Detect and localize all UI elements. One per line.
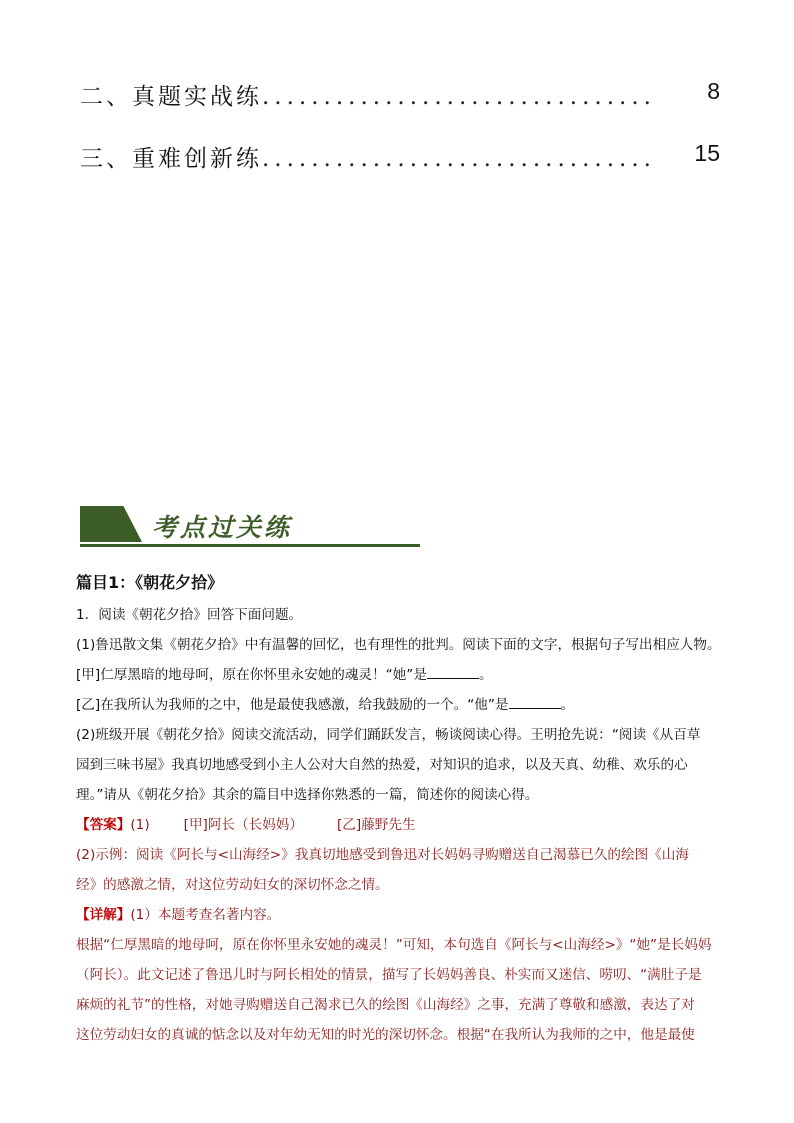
question-part2-line3: 理。”请从《朝花夕拾》其余的篇目中选择你熟悉的一篇，简述你的阅读心得。 (76, 787, 539, 803)
section-banner (80, 506, 420, 548)
explain-tag: 【详解】 (76, 907, 131, 923)
toc-page-number: 15 (694, 140, 720, 166)
question-yi (76, 690, 721, 720)
toc-leader-dots: ................................ (262, 146, 656, 172)
question-intro: 1．阅读《朝花夕拾》回答下面问题。 (76, 607, 303, 623)
explain-line4: 这位劳动妇女的真诚的惦念以及对年幼无知的时光的深切怀念。根据“在我所认为我师的之中，他是最使 (76, 1027, 695, 1043)
explain-line1: 根据“仁厚黑暗的地母呵，原在你怀里永安她的魂灵！”可知，本句选自《阿长与<山海经>》“她”是长妈妈 (76, 937, 712, 953)
question-yi-text: [乙]在我所认为我师的之中，他是最使我感激，给我鼓励的一个。“他”是 (76, 697, 509, 713)
question-part2-line1: (2)班级开展《朝花夕拾》阅读交流活动，同学们踊跃发言，畅谈阅读心得。王明抢先说：“阅读《从百草 (76, 727, 701, 743)
answer-p1-jia: [甲]阿长（长妈妈） (183, 817, 303, 833)
toc-entry-2[interactable] (80, 78, 720, 111)
answer-line1 (76, 810, 721, 840)
end-mark: 。 (478, 667, 493, 683)
question-part1: (1)鲁迅散文集《朝花夕拾》中有温馨的回忆，也有理性的批判。阅读下面的文字，根据句子写出相应人物。 (76, 637, 721, 653)
explain-line2: （阿长）。此文记述了鲁迅儿时与阿长相处的情景，描写了长妈妈善良、朴实而又迷信、唠叨、“满肚子是 (76, 967, 702, 983)
question-jia-text: [甲]仁厚黑暗的地母呵，原在你怀里永安她的魂灵！“她”是 (76, 667, 427, 683)
answer-p1-yi: [乙]藤野先生 (337, 817, 416, 833)
question-jia (76, 660, 721, 690)
banner-title: 考点过关练 (152, 513, 293, 542)
toc-entry-3[interactable] (80, 140, 720, 173)
answer-blank[interactable] (509, 694, 561, 709)
answer-p2-line1: (2)示例：阅读《阿长与<山海经>》我真切地感受到鲁迅对长妈妈寻购赠送自己渴慕已久的绘图《山海 (76, 847, 689, 863)
section-title: 篇目1：《朝花夕拾》 (76, 573, 224, 592)
document-body (76, 566, 721, 1050)
toc-entry-title: 二、真题实战练 (80, 84, 262, 110)
banner-underline (80, 544, 420, 547)
answer-tag: 【答案】 (76, 817, 131, 833)
answer-p1-num: (1) (130, 817, 150, 833)
end-mark: 。 (560, 697, 575, 713)
explain-intro: (1）本题考查名著内容。 (130, 907, 281, 923)
question-part2-line2: 园到三味书屋》我真切地感受到小主人公对大自然的热爱，对知识的追求，以及天真、幼稚、欢乐的心 (76, 757, 688, 773)
explain-line3: 麻烦的礼节”的性格，对她寻购赠送自己渴求已久的绘图《山海经》之事，充满了尊敬和感激，表达了对 (76, 997, 695, 1013)
answer-blank[interactable] (427, 664, 479, 679)
toc-entry-title: 三、重难创新练 (80, 146, 262, 172)
answer-p2-line2: 经》的感激之情，对这位劳动妇女的深切怀念之情。 (76, 877, 389, 893)
toc-leader-dots: ................................ (262, 84, 656, 110)
banner-block-icon (80, 506, 142, 542)
explain-line0 (76, 900, 721, 930)
toc-page-number: 8 (707, 78, 720, 104)
